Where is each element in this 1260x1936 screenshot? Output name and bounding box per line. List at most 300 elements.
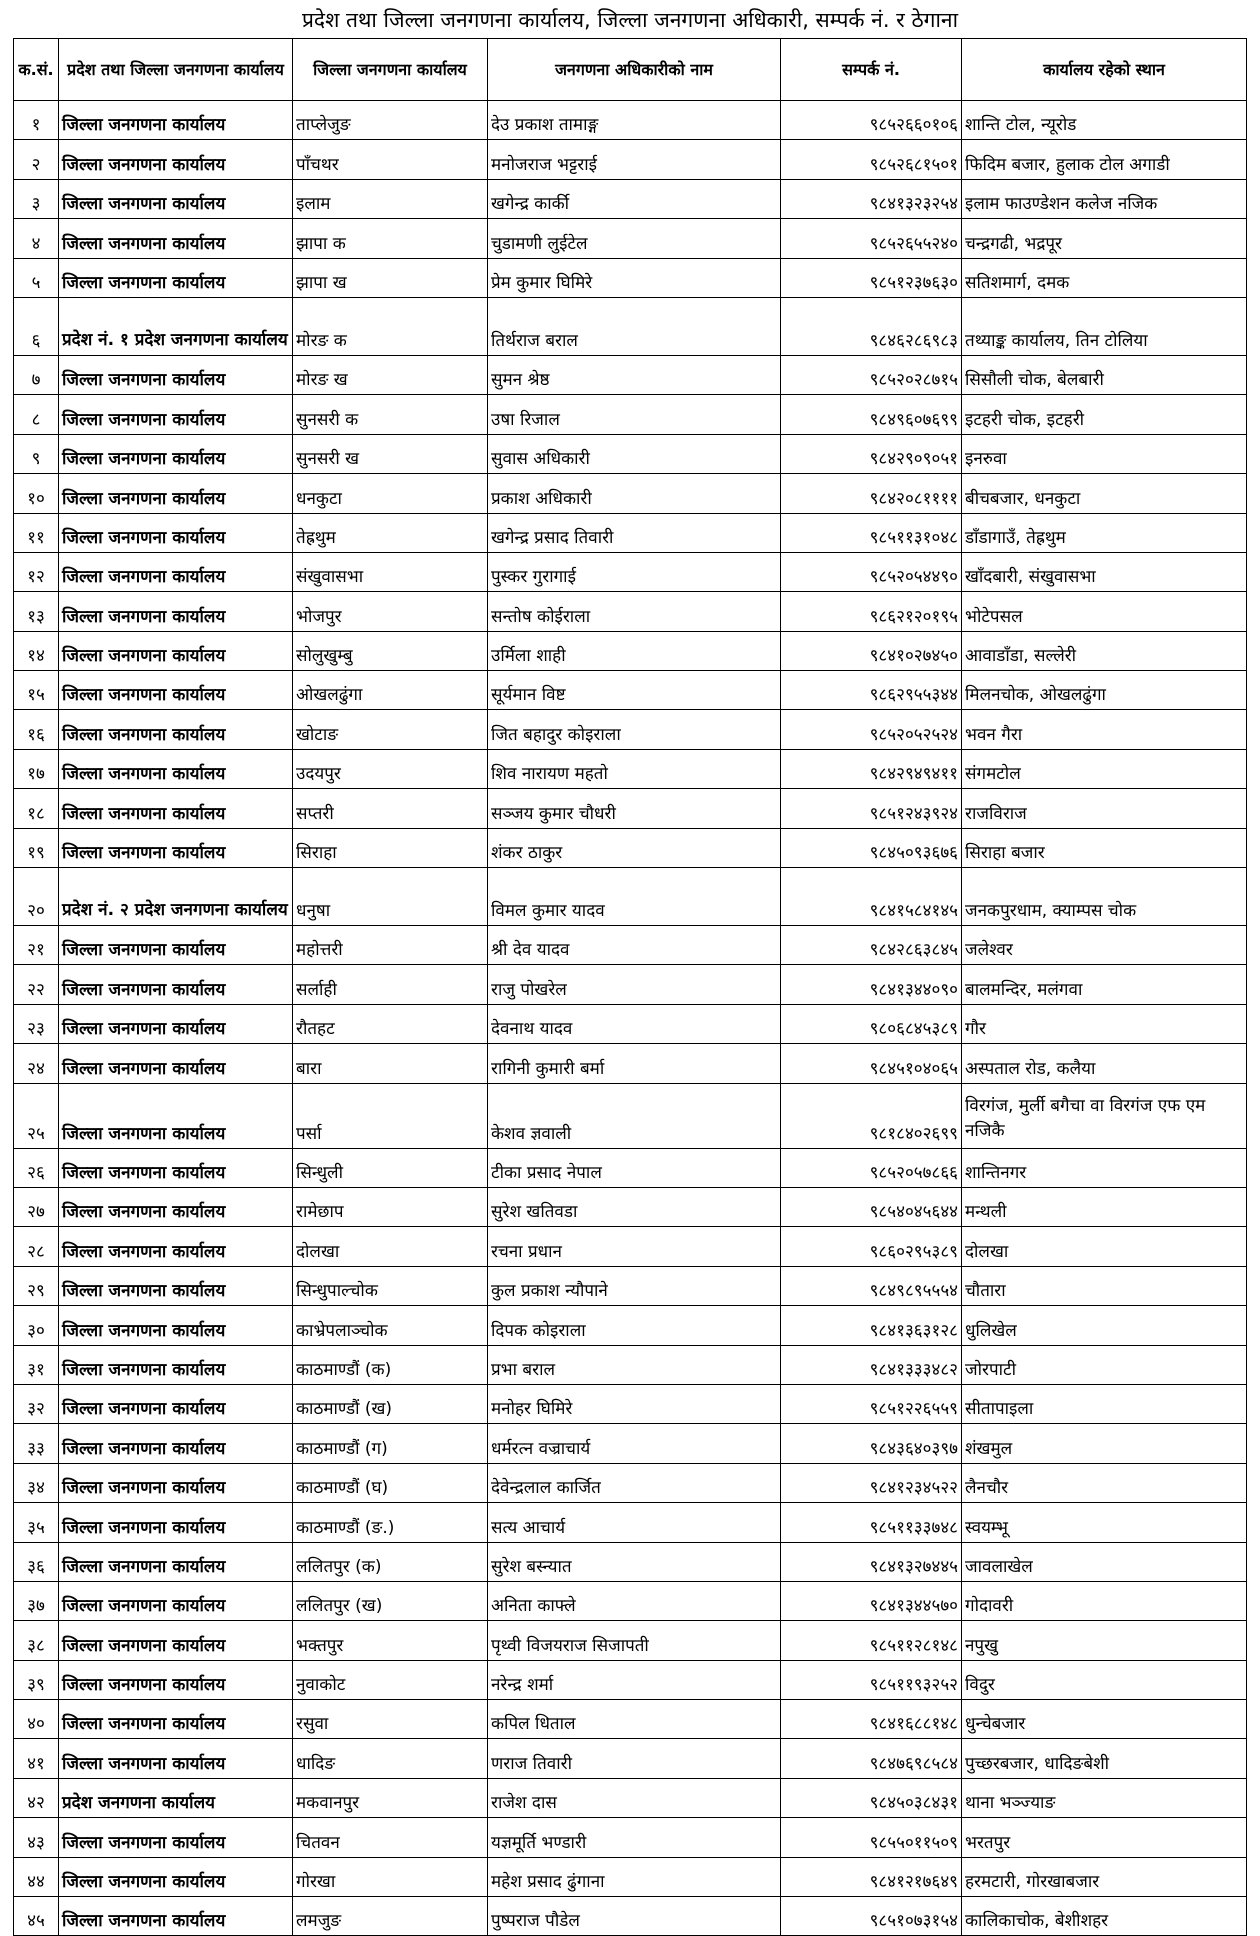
officer-name-cell: अनिता काफ्ले <box>488 1581 781 1620</box>
district-office-cell: संखुवासभा <box>293 552 488 591</box>
district-office-cell: सर्लाही <box>293 965 488 1004</box>
serial-number-cell: १७ <box>14 749 59 788</box>
office-location-cell: भवन गैरा <box>962 710 1247 749</box>
office-type-cell: जिल्ला जनगणना कार्यालय <box>59 395 293 434</box>
table-body <box>14 101 1247 1936</box>
table-row <box>14 1083 1247 1148</box>
office-location-cell: तथ्याङ्क कार्यालय, तिन टोलिया <box>962 297 1247 355</box>
officer-name-cell: देवनाथ यादव <box>488 1004 781 1043</box>
office-location-cell: अस्पताल रोड, कलैया <box>962 1044 1247 1083</box>
table-row <box>14 258 1247 297</box>
office-location-cell: जलेश्वर <box>962 926 1247 965</box>
table-row <box>14 1897 1247 1936</box>
contact-number-cell: ९८४२८६३८४५ <box>781 926 962 965</box>
table-row <box>14 1306 1247 1345</box>
contact-number-cell: ९८५२०५२५२४ <box>781 710 962 749</box>
serial-number-cell: ४२ <box>14 1778 59 1817</box>
office-location-cell: शान्ति टोल, न्यूरोड <box>962 101 1247 140</box>
district-office-cell: मकवानपुर <box>293 1778 488 1817</box>
officer-name-cell: कपिल धिताल <box>488 1700 781 1739</box>
table-row <box>14 1739 1247 1778</box>
contact-number-cell: ९८४१५८४१४५ <box>781 868 962 926</box>
officer-name-cell: मनोहर घिमिरे <box>488 1384 781 1423</box>
district-office-cell: सुनसरी क <box>293 395 488 434</box>
office-type-cell: जिल्ला जनगणना कार्यालय <box>59 1818 293 1857</box>
office-type-cell: जिल्ला जनगणना कार्यालय <box>59 355 293 394</box>
office-location-cell: शंखमुल <box>962 1424 1247 1463</box>
officer-name-cell: केशव ज्ञवाली <box>488 1083 781 1148</box>
office-location-cell: गौर <box>962 1004 1247 1043</box>
district-office-cell: रसुवा <box>293 1700 488 1739</box>
table-row <box>14 965 1247 1004</box>
table-row <box>14 395 1247 434</box>
contact-number-cell: ९८६२१२०१९५ <box>781 592 962 631</box>
table-row <box>14 789 1247 828</box>
contact-number-cell: ९८४२९४९४११ <box>781 749 962 788</box>
district-office-cell: गोरखा <box>293 1857 488 1896</box>
table-row <box>14 710 1247 749</box>
serial-number-cell: ४४ <box>14 1857 59 1896</box>
officer-name-cell: जित बहादुर कोइराला <box>488 710 781 749</box>
serial-number-cell: ३० <box>14 1306 59 1345</box>
district-office-cell: मोरङ ख <box>293 355 488 394</box>
office-type-cell: जिल्ला जनगणना कार्यालय <box>59 926 293 965</box>
page-title: प्रदेश तथा जिल्ला जनगणना कार्यालय, जिल्ला जनगणना अधिकारी, सम्पर्क नं. र ठेगाना <box>301 8 959 32</box>
header-sn: क.सं. <box>14 39 59 101</box>
office-type-cell: जिल्ला जनगणना कार्यालय <box>59 789 293 828</box>
officer-name-cell: महेश प्रसाद ढुंगाना <box>488 1857 781 1896</box>
serial-number-cell: ३४ <box>14 1463 59 1502</box>
office-type-cell: जिल्ला जनगणना कार्यालय <box>59 749 293 788</box>
table-row <box>14 1542 1247 1581</box>
serial-number-cell: १० <box>14 474 59 513</box>
office-location-cell: शान्तिनगर <box>962 1148 1247 1187</box>
table-row <box>14 671 1247 710</box>
header-contact: सम्पर्क नं. <box>781 39 962 101</box>
officer-name-cell: सत्य आचार्य <box>488 1503 781 1542</box>
contact-number-cell: ९८४१३२७४४५ <box>781 1542 962 1581</box>
table-row <box>14 828 1247 867</box>
office-type-cell: जिल्ला जनगणना कार्यालय <box>59 1306 293 1345</box>
officer-name-cell: यज्ञमूर्ति भण्डारी <box>488 1818 781 1857</box>
contact-number-cell: ९८४७६९८५८४ <box>781 1739 962 1778</box>
serial-number-cell: २४ <box>14 1044 59 1083</box>
office-location-cell: आवाडाँडा, सल्लेरी <box>962 631 1247 670</box>
office-type-cell: जिल्ला जनगणना कार्यालय <box>59 1345 293 1384</box>
office-location-cell: धुलिखेल <box>962 1306 1247 1345</box>
district-office-cell: सुनसरी ख <box>293 434 488 473</box>
district-office-cell: खोटाङ <box>293 710 488 749</box>
table-row <box>14 1044 1247 1083</box>
office-location-cell: नपुखु <box>962 1621 1247 1660</box>
office-location-cell: चौतारा <box>962 1266 1247 1305</box>
officer-name-cell: सुरेश खतिवडा <box>488 1187 781 1226</box>
officer-name-cell: नरेन्द्र शर्मा <box>488 1660 781 1699</box>
table-row <box>14 552 1247 591</box>
office-location-cell: स्वयम्भू <box>962 1503 1247 1542</box>
district-office-cell: काठमाण्डौं (ङ.) <box>293 1503 488 1542</box>
office-type-cell: जिल्ला जनगणना कार्यालय <box>59 1148 293 1187</box>
office-type-cell: जिल्ला जनगणना कार्यालय <box>59 513 293 552</box>
table-row <box>14 749 1247 788</box>
district-office-cell: ओखलढुंगा <box>293 671 488 710</box>
district-office-cell: पाँचथर <box>293 140 488 179</box>
office-type-cell: जिल्ला जनगणना कार्यालय <box>59 1384 293 1423</box>
officer-name-cell: सुरेश बस्न्यात <box>488 1542 781 1581</box>
district-office-cell: सिराहा <box>293 828 488 867</box>
serial-number-cell: २६ <box>14 1148 59 1187</box>
office-location-cell: विरगंज, मुर्ली बगैचा वा विरगंज एफ एम नजिकै <box>962 1083 1247 1148</box>
office-type-cell: जिल्ला जनगणना कार्यालय <box>59 1660 293 1699</box>
district-office-cell: सोलुखुम्बु <box>293 631 488 670</box>
table-row <box>14 219 1247 258</box>
office-location-cell: धुन्चेबजार <box>962 1700 1247 1739</box>
serial-number-cell: २ <box>14 140 59 179</box>
officer-name-cell: सुवास अधिकारी <box>488 434 781 473</box>
office-type-cell: जिल्ला जनगणना कार्यालय <box>59 1503 293 1542</box>
officer-name-cell: मनोजराज भट्टराई <box>488 140 781 179</box>
officer-name-cell: सुमन श्रेष्ठ <box>488 355 781 394</box>
serial-number-cell: ३९ <box>14 1660 59 1699</box>
officer-name-cell: सूर्यमान विष्ट <box>488 671 781 710</box>
serial-number-cell: ५ <box>14 258 59 297</box>
office-location-cell: बालमन्दिर, मलंगवा <box>962 965 1247 1004</box>
serial-number-cell: ४० <box>14 1700 59 1739</box>
table-row <box>14 1187 1247 1226</box>
district-office-cell: झापा ख <box>293 258 488 297</box>
serial-number-cell: १५ <box>14 671 59 710</box>
district-office-cell: उदयपुर <box>293 749 488 788</box>
office-type-cell: जिल्ला जनगणना कार्यालय <box>59 474 293 513</box>
office-location-cell: भरतपुर <box>962 1818 1247 1857</box>
table-row <box>14 1660 1247 1699</box>
table-row <box>14 1503 1247 1542</box>
officer-name-cell: सञ्जय कुमार चौधरी <box>488 789 781 828</box>
contact-number-cell: ९८४१३४४५७० <box>781 1581 962 1620</box>
district-office-cell: ललितपुर (क) <box>293 1542 488 1581</box>
office-location-cell: बीचबजार, धनकुटा <box>962 474 1247 513</box>
contact-number-cell: ९८४५०३८४३१ <box>781 1778 962 1817</box>
table-row <box>14 1004 1247 1043</box>
district-office-cell: काठमाण्डौं (ख) <box>293 1384 488 1423</box>
contact-number-cell: ९८४३६४०३९७ <box>781 1424 962 1463</box>
contact-number-cell: ९८१८४०२६९९ <box>781 1083 962 1148</box>
contact-number-cell: ९८५११२८१४८ <box>781 1621 962 1660</box>
table-row <box>14 140 1247 179</box>
office-type-cell: प्रदेश नं. १ प्रदेश जनगणना कार्यालय <box>59 297 293 355</box>
header-location: कार्यालय रहेको स्थान <box>962 39 1247 101</box>
office-location-cell: जोरपाटी <box>962 1345 1247 1384</box>
contact-number-cell: ९८४१३३३४८२ <box>781 1345 962 1384</box>
district-office-cell: रामेछाप <box>293 1187 488 1226</box>
table-row <box>14 1778 1247 1817</box>
office-type-cell: जिल्ला जनगणना कार्यालय <box>59 219 293 258</box>
district-office-cell: ताप्लेजुङ <box>293 101 488 140</box>
contact-number-cell: ९८५११३३७४८ <box>781 1503 962 1542</box>
serial-number-cell: २० <box>14 868 59 926</box>
contact-number-cell: ९८५५०११५०९ <box>781 1818 962 1857</box>
office-type-cell: प्रदेश नं. २ प्रदेश जनगणना कार्यालय <box>59 868 293 926</box>
office-location-cell: चन्द्रगढी, भद्रपूर <box>962 219 1247 258</box>
district-office-cell: मोरङ क <box>293 297 488 355</box>
office-location-cell: सतिशमार्ग, दमक <box>962 258 1247 297</box>
serial-number-cell: १८ <box>14 789 59 828</box>
table-row <box>14 1227 1247 1266</box>
officer-name-cell: कुल प्रकाश न्यौपाने <box>488 1266 781 1305</box>
office-location-cell: विदुर <box>962 1660 1247 1699</box>
office-location-cell: इटहरी चोक, इटहरी <box>962 395 1247 434</box>
office-location-cell: जनकपुरधाम, क्याम्पस चोक <box>962 868 1247 926</box>
office-location-cell: लैनचौर <box>962 1463 1247 1502</box>
contact-number-cell: ९८४९६०७६९९ <box>781 395 962 434</box>
serial-number-cell: ६ <box>14 297 59 355</box>
contact-number-cell: ९८०६८४५३८९ <box>781 1004 962 1043</box>
serial-number-cell: १३ <box>14 592 59 631</box>
table-row <box>14 101 1247 140</box>
table-row <box>14 1818 1247 1857</box>
table-row <box>14 631 1247 670</box>
office-location-cell: पुच्छरबजार, धादिङबेशी <box>962 1739 1247 1778</box>
contact-number-cell: ९८५१२२६५५९ <box>781 1384 962 1423</box>
district-office-cell: धनुषा <box>293 868 488 926</box>
officer-name-cell: श्री देव यादव <box>488 926 781 965</box>
serial-number-cell: १ <box>14 101 59 140</box>
district-office-cell: धादिङ <box>293 1739 488 1778</box>
office-location-cell: खाँदबारी, संखुवासभा <box>962 552 1247 591</box>
officer-name-cell: णराज तिवारी <box>488 1739 781 1778</box>
officer-name-cell: शिव नारायण महतो <box>488 749 781 788</box>
officer-name-cell: राजेश दास <box>488 1778 781 1817</box>
district-office-cell: दोलखा <box>293 1227 488 1266</box>
serial-number-cell: ८ <box>14 395 59 434</box>
table-row <box>14 474 1247 513</box>
contact-number-cell: ९८४२९०९०५१ <box>781 434 962 473</box>
office-type-cell: जिल्ला जनगणना कार्यालय <box>59 1227 293 1266</box>
contact-number-cell: ९८५११९३२५२ <box>781 1660 962 1699</box>
officer-name-cell: राजु पोखरेल <box>488 965 781 1004</box>
officer-name-cell: प्रभा बराल <box>488 1345 781 1384</box>
office-location-cell: मन्थली <box>962 1187 1247 1226</box>
serial-number-cell: ३६ <box>14 1542 59 1581</box>
office-type-cell: जिल्ला जनगणना कार्यालय <box>59 179 293 218</box>
contact-number-cell: ९८४१३४४०९० <box>781 965 962 1004</box>
office-type-cell: जिल्ला जनगणना कार्यालय <box>59 1187 293 1226</box>
contact-number-cell: ९८५१२४३९२४ <box>781 789 962 828</box>
contact-number-cell: ९८४१३२३२५४ <box>781 179 962 218</box>
district-office-cell: इलाम <box>293 179 488 218</box>
office-type-cell: जिल्ला जनगणना कार्यालय <box>59 592 293 631</box>
office-type-cell: जिल्ला जनगणना कार्यालय <box>59 1463 293 1502</box>
district-office-cell: काठमाण्डौं (क) <box>293 1345 488 1384</box>
header-officer: जनगणना अधिकारीको नाम <box>488 39 781 101</box>
contact-number-cell: ९८४६२८६९८३ <box>781 297 962 355</box>
contact-number-cell: ९८५२६६०१०६ <box>781 101 962 140</box>
table-row <box>14 513 1247 552</box>
table-row <box>14 926 1247 965</box>
district-office-cell: तेह्रथुम <box>293 513 488 552</box>
office-location-cell: दोलखा <box>962 1227 1247 1266</box>
office-type-cell: जिल्ला जनगणना कार्यालय <box>59 1266 293 1305</box>
serial-number-cell: २५ <box>14 1083 59 1148</box>
officer-name-cell: देउ प्रकाश तामाङ्ग <box>488 101 781 140</box>
office-type-cell: जिल्ला जनगणना कार्यालय <box>59 552 293 591</box>
office-type-cell: जिल्ला जनगणना कार्यालय <box>59 1857 293 1896</box>
serial-number-cell: ३३ <box>14 1424 59 1463</box>
serial-number-cell: ४१ <box>14 1739 59 1778</box>
table-row <box>14 592 1247 631</box>
district-office-cell: काठमाण्डौं (घ) <box>293 1463 488 1502</box>
table-row <box>14 1384 1247 1423</box>
contact-number-cell: ९८५२०२८७१५ <box>781 355 962 394</box>
office-location-cell: फिदिम बजार, हुलाक टोल अगाडी <box>962 140 1247 179</box>
serial-number-cell: ३८ <box>14 1621 59 1660</box>
table-row <box>14 1581 1247 1620</box>
serial-number-cell: ४ <box>14 219 59 258</box>
office-type-cell: जिल्ला जनगणना कार्यालय <box>59 710 293 749</box>
district-office-cell: भक्तपुर <box>293 1621 488 1660</box>
district-office-cell: सिन्धुपाल्चोक <box>293 1266 488 1305</box>
serial-number-cell: २१ <box>14 926 59 965</box>
office-type-cell: जिल्ला जनगणना कार्यालय <box>59 140 293 179</box>
district-office-cell: चितवन <box>293 1818 488 1857</box>
officer-name-cell: चुडामणी लुईटेल <box>488 219 781 258</box>
header-district: जिल्ला जनगणना कार्यालय <box>293 39 488 101</box>
office-type-cell: जिल्ला जनगणना कार्यालय <box>59 1581 293 1620</box>
officer-name-cell: प्रकाश अधिकारी <box>488 474 781 513</box>
contact-number-cell: ९८४२०८११११ <box>781 474 962 513</box>
serial-number-cell: ३ <box>14 179 59 218</box>
table-row <box>14 434 1247 473</box>
district-office-cell: काभ्रेपलाञ्चोक <box>293 1306 488 1345</box>
office-type-cell: जिल्ला जनगणना कार्यालय <box>59 1044 293 1083</box>
serial-number-cell: १२ <box>14 552 59 591</box>
office-type-cell: जिल्ला जनगणना कार्यालय <box>59 965 293 1004</box>
serial-number-cell: २८ <box>14 1227 59 1266</box>
district-office-cell: धनकुटा <box>293 474 488 513</box>
office-location-cell: सिराहा बजार <box>962 828 1247 867</box>
office-type-cell: जिल्ला जनगणना कार्यालय <box>59 1621 293 1660</box>
office-location-cell: जावलाखेल <box>962 1542 1247 1581</box>
office-location-cell: राजविराज <box>962 789 1247 828</box>
office-type-cell: जिल्ला जनगणना कार्यालय <box>59 1424 293 1463</box>
table-row <box>14 1148 1247 1187</box>
officer-name-cell: रचना प्रधान <box>488 1227 781 1266</box>
contact-number-cell: ९८४१३६३१२८ <box>781 1306 962 1345</box>
office-type-cell: जिल्ला जनगणना कार्यालय <box>59 1739 293 1778</box>
table-row <box>14 297 1247 355</box>
officer-name-cell: पृथ्वी विजयराज सिजापती <box>488 1621 781 1660</box>
officer-name-cell: उर्मिला शाही <box>488 631 781 670</box>
district-office-cell: बारा <box>293 1044 488 1083</box>
officer-name-cell: उषा रिजाल <box>488 395 781 434</box>
serial-number-cell: २९ <box>14 1266 59 1305</box>
serial-number-cell: १६ <box>14 710 59 749</box>
officer-name-cell: पुस्कर गुरागाई <box>488 552 781 591</box>
census-office-table <box>13 38 1247 1936</box>
office-type-cell: जिल्ला जनगणना कार्यालय <box>59 258 293 297</box>
contact-number-cell: ९८४१२१७६४९ <box>781 1857 962 1896</box>
contact-number-cell: ९८६२९५५३४४ <box>781 671 962 710</box>
office-location-cell: संगमटोल <box>962 749 1247 788</box>
officer-name-cell: सन्तोष कोईराला <box>488 592 781 631</box>
serial-number-cell: २२ <box>14 965 59 1004</box>
office-type-cell: जिल्ला जनगणना कार्यालय <box>59 671 293 710</box>
table-row <box>14 1463 1247 1502</box>
district-office-cell: काठमाण्डौं (ग) <box>293 1424 488 1463</box>
office-type-cell: जिल्ला जनगणना कार्यालय <box>59 101 293 140</box>
officer-name-cell: देवेन्द्रलाल कार्जित <box>488 1463 781 1502</box>
district-office-cell: महोत्तरी <box>293 926 488 965</box>
contact-number-cell: ९८४५०९३६७६ <box>781 828 962 867</box>
officer-name-cell: टीका प्रसाद नेपाल <box>488 1148 781 1187</box>
office-location-cell: सिसौली चोक, बेलबारी <box>962 355 1247 394</box>
serial-number-cell: ३१ <box>14 1345 59 1384</box>
officer-name-cell: शंकर ठाकुर <box>488 828 781 867</box>
contact-number-cell: ९८४५१०४०६५ <box>781 1044 962 1083</box>
officer-name-cell: खगेन्द्र कार्की <box>488 179 781 218</box>
contact-number-cell: ९८५४०४५६४४ <box>781 1187 962 1226</box>
serial-number-cell: ४३ <box>14 1818 59 1857</box>
office-type-cell: प्रदेश जनगणना कार्यालय <box>59 1778 293 1817</box>
district-office-cell: ललितपुर (ख) <box>293 1581 488 1620</box>
office-location-cell: इलाम फाउण्डेशन कलेज नजिक <box>962 179 1247 218</box>
office-location-cell: सीतापाइला <box>962 1384 1247 1423</box>
contact-number-cell: ९८४१६८८१४८ <box>781 1700 962 1739</box>
contact-number-cell: ९८४१०२७४५० <box>781 631 962 670</box>
table-row <box>14 868 1247 926</box>
district-office-cell: रौतहट <box>293 1004 488 1043</box>
table-row <box>14 1345 1247 1384</box>
office-type-cell: जिल्ला जनगणना कार्यालय <box>59 1542 293 1581</box>
officer-name-cell: प्रेम कुमार घिमिरे <box>488 258 781 297</box>
table-row <box>14 1621 1247 1660</box>
office-location-cell: डाँडागाउँ, तेह्रथुम <box>962 513 1247 552</box>
contact-number-cell: ९८५२६५५२४० <box>781 219 962 258</box>
officer-name-cell: खगेन्द्र प्रसाद तिवारी <box>488 513 781 552</box>
table-row <box>14 1700 1247 1739</box>
office-location-cell: भोटेपसल <box>962 592 1247 631</box>
office-location-cell: गोदावरी <box>962 1581 1247 1620</box>
serial-number-cell: १४ <box>14 631 59 670</box>
district-office-cell: नुवाकोट <box>293 1660 488 1699</box>
district-office-cell: सिन्धुली <box>293 1148 488 1187</box>
office-location-cell: थाना भञ्ज्याङ <box>962 1778 1247 1817</box>
contact-number-cell: ९८५१०७३१५४ <box>781 1897 962 1936</box>
office-location-cell: मिलनचोक, ओखलढुंगा <box>962 671 1247 710</box>
serial-number-cell: ४५ <box>14 1897 59 1936</box>
district-office-cell: सप्तरी <box>293 789 488 828</box>
serial-number-cell: १९ <box>14 828 59 867</box>
district-office-cell: पर्सा <box>293 1083 488 1148</box>
serial-number-cell: २७ <box>14 1187 59 1226</box>
office-type-cell: जिल्ला जनगणना कार्यालय <box>59 1897 293 1936</box>
table-row <box>14 1266 1247 1305</box>
table-header-row <box>14 39 1247 101</box>
contact-number-cell: ९८४१२३४५२२ <box>781 1463 962 1502</box>
office-type-cell: जिल्ला जनगणना कार्यालय <box>59 828 293 867</box>
table-row <box>14 355 1247 394</box>
office-type-cell: जिल्ला जनगणना कार्यालय <box>59 434 293 473</box>
officer-name-cell: तिर्थराज बराल <box>488 297 781 355</box>
contact-number-cell: ९८४९८९५५५४ <box>781 1266 962 1305</box>
office-location-cell: हरमटारी, गोरखाबजार <box>962 1857 1247 1896</box>
officer-name-cell: दिपक कोइराला <box>488 1306 781 1345</box>
office-type-cell: जिल्ला जनगणना कार्यालय <box>59 1700 293 1739</box>
office-location-cell: कालिकाचोक, बेशीशहर <box>962 1897 1247 1936</box>
header-office: प्रदेश तथा जिल्ला जनगणना कार्यालय <box>59 39 293 101</box>
district-office-cell: भोजपुर <box>293 592 488 631</box>
office-location-cell: इनरुवा <box>962 434 1247 473</box>
